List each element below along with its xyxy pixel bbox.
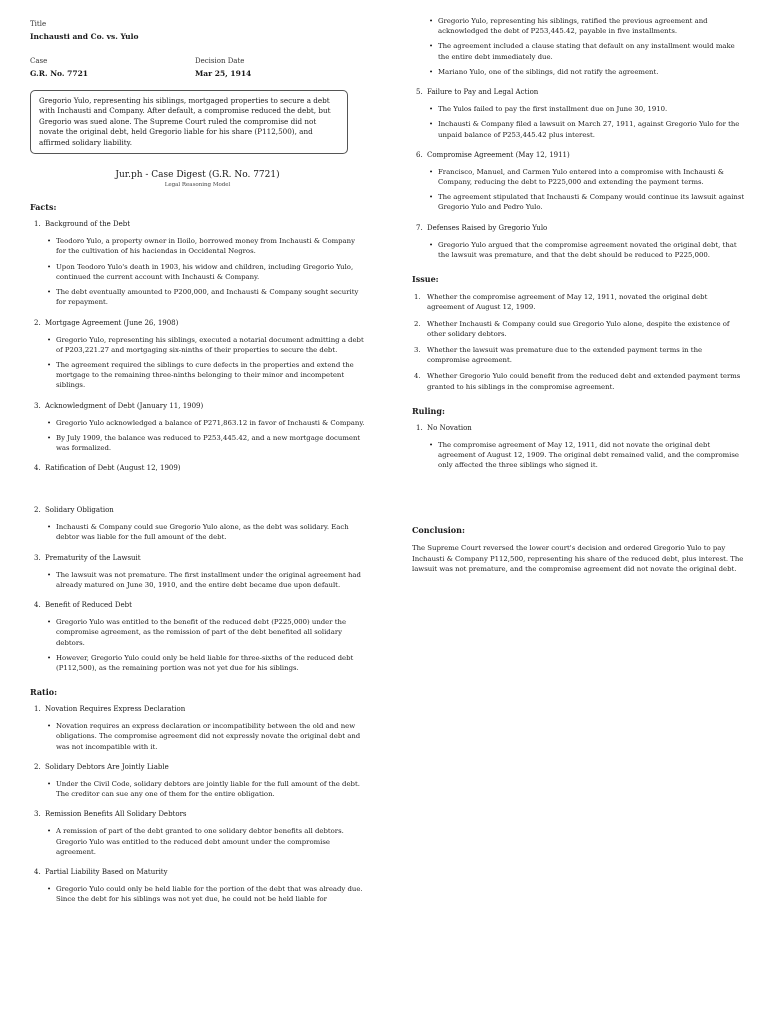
issue-number: 1. [414, 293, 421, 302]
issue-number: 2. [414, 319, 421, 328]
list-item-number: 4. [34, 464, 41, 473]
list-item-title [34, 705, 365, 713]
case-number: G.R. No. 7721 [30, 69, 89, 78]
list-item-label: No Novation [427, 423, 472, 432]
bullet-list [30, 335, 365, 391]
issue-item [412, 319, 747, 339]
bullet-item: • Gregorio Yulo was entitled to the benefit of the reduced debt (P225,000) under the compromise agreement, as the remission of part of the debt benefited all solidary debtors. [56, 617, 365, 648]
list-item-number: 2. [34, 318, 41, 327]
issue-item [412, 345, 747, 365]
list-item-label: Prematurity of the Lawsuit [45, 553, 141, 562]
list-item-title [34, 402, 365, 410]
bullet-item: • By July 1909, the balance was reduced to P253,445.42, and a new mortgage document was formalized. [56, 433, 365, 453]
list-item-label: Ratification of Debt (August 12, 1909) [45, 464, 181, 473]
list-item-label: Mortgage Agreement (June 26, 1908) [45, 318, 179, 327]
list-item-label: Novation Requires Express Declaration [45, 705, 186, 714]
list-item-title [34, 220, 365, 228]
list-item-label: Remission Benefits All Solidary Debtors [45, 810, 187, 819]
digest-title: Jur.ph - Case Digest (G.R. No. 7721) [115, 170, 280, 181]
list-item-label: Compromise Agreement (May 12, 1911) [427, 150, 570, 159]
bullet-item: • Gregorio Yulo argued that the compromise agreement novated the original debt, that the lawsuit was premature, and that the debt should be reduced to P225,000. [438, 240, 747, 260]
list-item-number: 1. [34, 220, 41, 229]
ratification-bullets [412, 16, 747, 77]
issue-text: Whether Inchausti & Company could sue Gregorio Yulo alone, despite the existence of other solidary debtors. [427, 319, 730, 338]
ruling-heading: Ruling: [412, 405, 445, 416]
case-label: Case [30, 57, 48, 65]
list-item-number: 4. [34, 601, 41, 610]
bullet-item: • Francisco, Manuel, and Carmen Yulo entered into a compromise with Inchausti & Company, reducing the debt to P225,000 and extending the payment terms. [438, 167, 747, 187]
title-label: Title [30, 20, 47, 28]
issue-heading: Issue: [412, 274, 439, 285]
ratio-heading: Ratio: [30, 687, 58, 698]
bullet-item: • Under the Civil Code, solidary debtors are jointly liable for the full amount of the debt. The creditor can sue any one of them for the entire obligation. [56, 779, 365, 799]
list-item-label: Solidary Debtors Are Jointly Liable [45, 762, 169, 771]
bullet-item: • Novation requires an express declaration or incompatibility between the old and new obligations. The compromise agreement did not expressly novate the original debt and was not incompatible with it. [56, 721, 365, 752]
decision-date-label: Decision Date [195, 57, 245, 65]
ratio-list [30, 705, 365, 904]
list-item-title [34, 464, 365, 472]
bullet-list [30, 570, 365, 590]
bullet-item: • Gregorio Yulo, representing his siblings, ratified the previous agreement and acknowledged the debt of P253,445.42, payable in five installments. [438, 16, 747, 36]
decision-date: Mar 25, 1914 [195, 69, 252, 78]
bullet-item: • The agreement included a clause stating that default on any installment would make the entire debt immediately due. [438, 41, 747, 61]
list-item-title [416, 151, 747, 159]
list-item-title [416, 224, 747, 232]
list-item-number: 4. [34, 867, 41, 876]
bullet-item: • The debt eventually amounted to P200,000, and Inchausti & Company sought security for repayment. [56, 287, 365, 307]
bullet-item: • The agreement stipulated that Inchausti & Company would continue its lawsuit against Gregorio Yulo and Pedro Yulo. [438, 192, 747, 212]
facts-list [30, 220, 365, 472]
bullet-list [412, 240, 747, 260]
list-item-number: 1. [416, 423, 423, 432]
issue-item [412, 371, 747, 391]
list-item-number: 3. [34, 401, 41, 410]
summary-box: Gregorio Yulo, representing his siblings, mortgaged properties to secure a debt with Inchausti and Company. After default, a compromise reduced the debt, but Gregorio was sued alone. The Supreme Court ruled the compromise did not novate the original debt, held Gregorio liable for his share (P112,500), and affirmed solidary liability. [30, 90, 348, 154]
bullet-item: • The agreement required the siblings to cure defects in the properties and extend the mortgage to the remaining three-ninths belonging to their minor and incompetent siblings. [56, 360, 365, 391]
list-item-title [34, 868, 365, 876]
list-item-label: Acknowledgment of Debt (January 11, 1909) [45, 401, 204, 410]
list-item-number: 1. [34, 705, 41, 714]
case-meta-row [30, 57, 365, 78]
list-item-title [416, 424, 747, 432]
bullet-item: • However, Gregorio Yulo could only be held liable for three-sixths of the reduced debt (P112,500), as the remaining portion was not yet due for his siblings. [56, 653, 365, 673]
right-column [412, 16, 747, 574]
issue-text: Whether Gregorio Yulo could benefit from the reduced debt and extended payment terms granted to his siblings in the compromise agreement. [427, 372, 741, 391]
list-item-number: 2. [34, 762, 41, 771]
bullet-list [30, 236, 365, 307]
bullet-list [412, 104, 747, 140]
list-item-title [34, 601, 365, 609]
list-item-label: Background of the Debt [45, 220, 131, 229]
issue-text: Whether the compromise agreement of May 12, 1911, novated the original debt agreement of August 12, 1909. [427, 293, 708, 312]
bullet-item: • Teodoro Yulo, a property owner in Iloilo, borrowed money from Inchausti & Company for the cultivation of his haciendas in Occidental Negros. [56, 236, 365, 256]
title-block [30, 20, 365, 41]
bullet-item: • Inchausti & Company could sue Gregorio Yulo alone, as the debt was solidary. Each debtor was liable for the full amount of the debt. [56, 522, 365, 542]
bullet-list [30, 884, 365, 904]
list-item-title [416, 88, 747, 96]
list-item-title [34, 506, 365, 514]
bullet-list [30, 779, 365, 799]
list-item-number: 6. [416, 150, 423, 159]
bullet-list [30, 418, 365, 454]
left-column [30, 20, 365, 915]
conclusion-heading: Conclusion: [412, 525, 465, 536]
bullet-item: • Inchausti & Company filed a lawsuit on March 27, 1911, against Gregorio Yulo for the unpaid balance of P253,445.42 plus interest. [438, 119, 747, 139]
list-item-label: Partial Liability Based on Maturity [45, 867, 168, 876]
bullet-list [30, 617, 365, 673]
issue-number: 4. [414, 372, 421, 381]
bullet-list [30, 826, 365, 857]
ruling-list [412, 424, 747, 471]
list-item-number: 3. [34, 810, 41, 819]
list-item-title [34, 319, 365, 327]
bullet-item: • Gregorio Yulo could only be held liable for the portion of the debt that was already due. Since the debt for his siblings was not yet due, he could not be held liable for [56, 884, 365, 904]
issue-text: Whether the lawsuit was premature due to the extended payment terms in the compromise agreement. [427, 345, 703, 365]
bullet-list [412, 440, 747, 471]
list-item-title [34, 554, 365, 562]
list-item-label: Failure to Pay and Legal Action [427, 88, 539, 97]
conclusion-text: The Supreme Court reversed the lower court's decision and ordered Gregorio Yulo to pay Inchausti & Company P112,500, representing his share of the reduced debt, plus interest. The lawsuit was not premature, and the compromise agreement did not novate the original debt. [412, 544, 744, 573]
digest-subtitle: Legal Reasoning Model [164, 182, 231, 189]
issue-item [412, 292, 747, 312]
list-item-number: 5. [416, 88, 423, 97]
bullet-list [30, 522, 365, 542]
list-item-number: 2. [34, 506, 41, 515]
bullet-list [412, 167, 747, 213]
bullet-item: • A remission of part of the debt granted to one solidary debtor benefits all debtors. Gregorio Yulo was entitled to the reduced debt amount under the compromise agreement. [56, 826, 365, 857]
list-item-label: Benefit of Reduced Debt [45, 601, 132, 610]
bullet-item: • Upon Teodoro Yulo's death in 1903, his widow and children, including Gregorio Yulo, continued the current account with Inchausti & Company. [56, 262, 365, 282]
case-title: Inchausti and Co. vs. Yulo [30, 32, 139, 41]
bullet-item: • Gregorio Yulo, representing his siblings, executed a notarial document admitting a debt of P203,221.27 and mortgaging six-ninths of their properties to secure the debt. [56, 335, 365, 355]
list-item-title [34, 763, 365, 771]
list-item-title [34, 810, 365, 818]
list-item-label: Solidary Obligation [45, 506, 114, 515]
facts-heading: Facts: [30, 202, 57, 213]
list-item-number: 7. [416, 223, 423, 232]
facts-continued-list [412, 88, 747, 260]
list-item-label: Defenses Raised by Gregorio Yulo [427, 223, 548, 232]
issue-list [412, 292, 747, 392]
list-item-number: 3. [34, 553, 41, 562]
ruling-continued-list [30, 506, 365, 673]
bullet-item: • Gregorio Yulo acknowledged a balance of P271,863.12 in favor of Inchausti & Company. [56, 418, 365, 428]
bullet-item: • The Yulos failed to pay the first installment due on June 30, 1910. [438, 104, 747, 114]
issue-number: 3. [414, 345, 421, 354]
bullet-list [30, 721, 365, 752]
bullet-item: • The compromise agreement of May 12, 1911, did not novate the original debt agreement of August 12, 1909. The original debt remained valid, and the compromise only affected the three siblings who signed it. [438, 440, 747, 471]
bullet-item: • Mariano Yulo, one of the siblings, did not ratify the agreement. [438, 67, 747, 77]
bullet-item: • The lawsuit was not premature. The first installment under the original agreement had already matured on June 30, 1910, and the entire debt became due upon default. [56, 570, 365, 590]
